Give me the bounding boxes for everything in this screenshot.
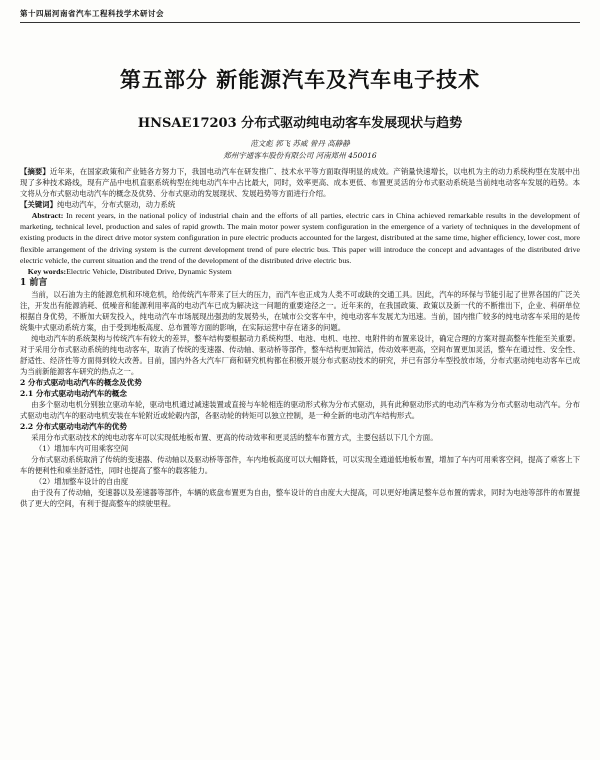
subsection-2-2-1-paragraph: 分布式驱动系统取消了传统的变速器、传动轴以及驱动桥等部件，车内地板高度可以大幅降低，可以实现全通道低地板布置，增加了车内可用乘客空间，提高了乘客上下车的便利性和乘坐舒适性，同时也提高了整车的载客能力。 — [20, 455, 580, 476]
section-2-2-paragraph: 采用分布式驱动技术的纯电动客车可以实现低地板布置、更高的传动效率和更灵活的整车布置方式，主要包括以下几个方面。 — [31, 433, 438, 443]
abstract-cn-text: 近年来，在国家政策和产业链各方努力下，我国电动汽车在研发推广、技术水平等方面取得明显的成效。产销量快速增长，以电机为主的动力系统构型在发展中出现了多种技术路线，现有产品中电机直驱系统构型在纯电动汽车中占比最大，同时，效率更高、成本更低、布置更灵活的分布式驱动系统是当前纯电动客车发展的趋势。本文将从分布式驱动电动汽车的概念及优势、分布式驱动的发展现状、发展趋势等方面进行介绍。 — [20, 167, 580, 198]
section-2-heading: 2 分布式驱动电动汽车的概念及优势 — [20, 378, 142, 388]
section-2-2-heading: 2.2 分布式驱动电动汽车的优势 — [20, 422, 127, 432]
part-title: 第五部分 新能源汽车及汽车电子技术 — [119, 67, 481, 92]
affiliation: 郑州宇通客车股份有限公司 河南郑州 450016 — [223, 151, 377, 160]
abstract-en-text: In recent years, in the national policy of industrial chain and the efforts of all parties, electric cars in China achieved remarkable results in the development of marketing, technical level, production and sales of rapid growth. The main motor power system configuration in the emergence of a variety of techniques in the development of existing products in the direct drive motor system configuration in pure electric products accounted for the largest, distributed at the same time, higher efficiency, lower cost, more flexible arrangement of the driving system is the current development trend of pure electric bus. This paper will introduce the concept and advantages of the distributed drive electric vehicle, the current situation and the trend of the development of the distributed drive electric bus. — [20, 211, 581, 265]
keywords-en — [20, 266, 580, 277]
subsection-2-2-1-heading: （1）增加车内可用乘客空间 — [34, 444, 129, 454]
header-rule — [20, 22, 580, 23]
keywords-en-text: Electric Vehicle, Distributed Drive, Dynamic System — [66, 267, 232, 277]
paper-body — [20, 166, 580, 509]
section-2-1-paragraph: 由多个驱动电机分别独立驱动车轮，驱动电机通过减速装置或直接与车轮相连的驱动形式称为分布式驱动，具有此种驱动形式的电动汽车称为分布式驱动电动汽车。分布式驱动电动汽车的驱动电机安装在车轮附近或轮毂内部，各驱动轮的转矩可以独立控制，是一种全新的电动汽车结构形式。 — [20, 400, 580, 421]
running-head: 第十四届河南省汽车工程科技学术研讨会 — [20, 9, 164, 18]
keywords-cn — [20, 199, 580, 210]
subsection-2-2-2-heading: （2）增加整车设计的自由度 — [34, 477, 129, 487]
paper-title: HNSAE17203 分布式驱动纯电动客车发展现状与趋势 — [137, 116, 463, 131]
abstract-cn — [20, 166, 580, 199]
section-1-paragraph-1: 当前，以石油为主的能源危机和环境危机，给传统汽车带来了巨大的压力，而汽车也正成为人类不可或缺的交通工具。因此，汽车的环保与节能引起了世界各国的广泛关注，开发出有能源消耗、低噪音和能源利用率高的电动汽车已成为解决这一问题的重要途径之一。近年来的，在我国政策、政策以及新一代的不断推出下，企业、科研单位根据自身优势，不断加大研发投入，纯电动汽车市场展现出强劲的发展势头，在城市公交客车中，纯电动客车发展尤为迅速。当前，国内推广较多的纯电动客车采用的是传统集中式驱动系统方案，由于受到地板高度、总布置等方面的影响，在实际运营中存在诸多的问题。 — [20, 290, 580, 333]
authors: 范文彪 郭飞 苏威 曾丹 高静静 — [250, 139, 350, 148]
section-1-paragraph-2: 纯电动汽车的系统架构与传统汽车有较大的差异，整车结构要根据动力系统构型、电池、电机、电控、电附件的布置来设计，确定合理的方案对提高整车性能至关重要。对于采用分布式驱动系统的纯电动客车，取消了传统的变速器、传动轴、驱动桥等部件，整车结构更加简洁，传动效率更高，空间布置更加灵活，整车在通过性、安全性、舒适性、经济性等方面得到较大改善。目前，国内外各大汽车厂商和研究机构都在积极开展分布式驱动技术的研究，并已有部分车型投放市场，分布式驱动纯电动客车已成为当前新能源客车研究的热点之一。 — [20, 334, 580, 377]
subsection-2-2-2-paragraph: 由于没有了传动轴，变速器以及差速器等部件，车辆的底盘布置更为自由，整车设计的自由度大大提高，可以更好地满足整车总布置的需求，同时为电池等部件的布置提供了更大的空间，有利于提高整车的续驶里程。 — [20, 488, 580, 509]
section-1-heading: 1 前言 — [20, 278, 48, 289]
keywords-en-label: Key words: — [27, 267, 67, 277]
section-2-1-heading: 2.1 分布式驱动电动汽车的概念 — [20, 389, 127, 399]
abstract-en — [20, 210, 580, 266]
keywords-cn-text: 纯电动汽车，分布式驱动，动力系统 — [56, 200, 176, 209]
keywords-cn-label: 【关键词】 — [20, 200, 57, 209]
abstract-cn-label: 【摘要】 — [20, 167, 50, 176]
abstract-en-label: Abstract: — [31, 211, 64, 220]
